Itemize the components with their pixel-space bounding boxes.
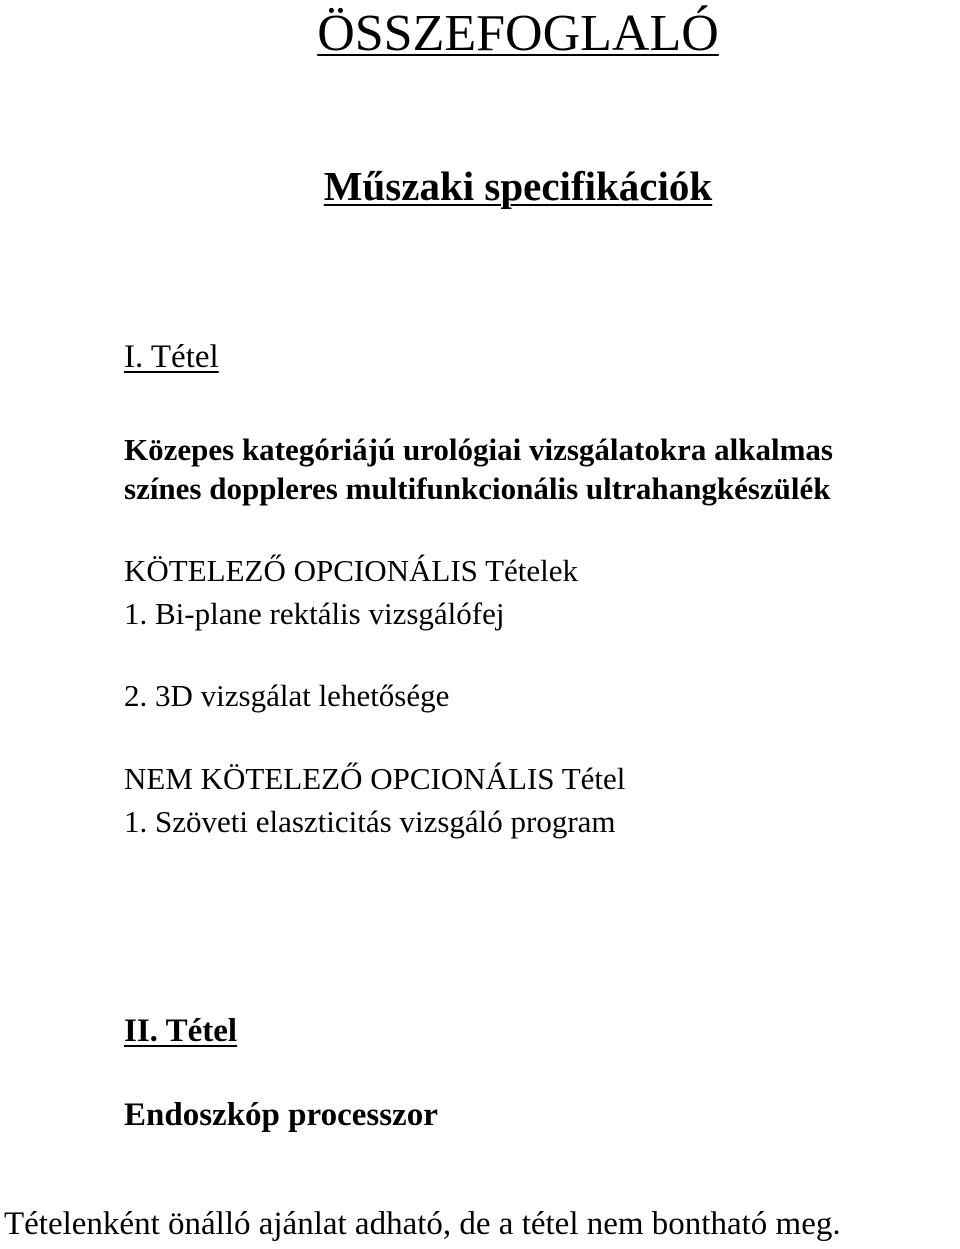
document-subtitle: Műszaki specifikációk: [323, 163, 713, 209]
section-2-description: Endoszkóp processzor: [124, 1097, 438, 1133]
mandatory-optional-heading: KÖTELEZŐ OPCIONÁLIS Tételek: [124, 553, 579, 588]
section-1-description-line-1: Közepes kategóriájú urológiai vizsgálatokra alkalmas: [124, 432, 833, 467]
non-mandatory-optional-item-1: 1. Szöveti elaszticitás vizsgáló program: [124, 804, 616, 839]
section-1-heading: I. Tétel: [124, 339, 219, 375]
non-mandatory-optional-heading: NEM KÖTELEZŐ OPCIONÁLIS Tétel: [124, 761, 626, 796]
section-2-heading: II. Tétel: [124, 1013, 238, 1049]
document-title: ÖSSZEFOGLALÓ: [317, 5, 719, 62]
footer-note: Tételenként önálló ajánlat adható, de a tétel nem bontható meg.: [4, 1206, 841, 1242]
mandatory-optional-item-1: 1. Bi-plane rektális vizsgálófej: [124, 596, 505, 631]
mandatory-optional-item-2: 2. 3D vizsgálat lehetősége: [124, 678, 450, 713]
section-1-description-line-2: színes doppleres multifunkcionális ultrahangkészülék: [124, 471, 831, 506]
